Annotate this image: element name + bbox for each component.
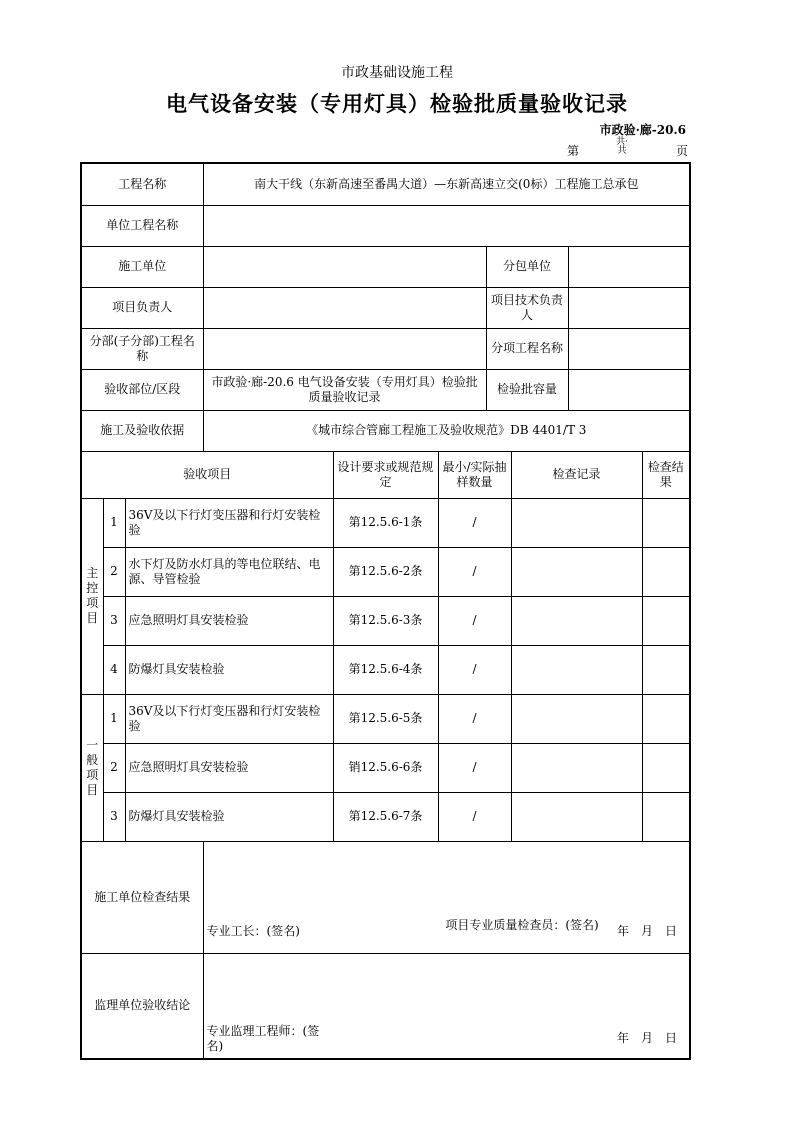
project-name-value: 南大干线（东新高速至番禺大道）—东新高速立交(0标）工程施工总承包	[203, 163, 690, 205]
item-requirement: 第12.5.6-4条	[333, 645, 438, 694]
row-project-name	[81, 163, 690, 205]
sub-item-value	[568, 328, 690, 369]
inspector-signature: 项目专业质量检查员：(签名)	[445, 917, 599, 932]
item-sample: /	[438, 498, 511, 547]
item-result	[642, 645, 690, 694]
item-result	[642, 694, 690, 743]
col-sample-header: 最小/实际抽样数量	[438, 451, 511, 498]
form-code: 市政验·廊-20.6	[599, 123, 686, 137]
item-no: 4	[103, 645, 125, 694]
page-total-top: 共·	[616, 137, 628, 147]
item-no: 1	[103, 498, 125, 547]
row-managers	[81, 287, 690, 328]
subcontract-label: 分包单位	[486, 246, 568, 287]
item-name: 36V及以下行灯变压器和行灯安装检验	[125, 498, 333, 547]
item-name: 应急照明灯具安装检验	[125, 596, 333, 645]
col-item-header: 验收项目	[81, 451, 333, 498]
page-total-mark	[612, 138, 632, 156]
basis-value: 《城市综合管廊工程施工及验收规范》DB 4401/T 3	[203, 410, 690, 451]
item-result	[642, 596, 690, 645]
table-row	[81, 792, 690, 841]
table-row	[81, 645, 690, 694]
col-requirement-header: 设计要求或规范规定	[333, 451, 438, 498]
row-construction-check	[81, 841, 690, 953]
item-no: 2	[103, 743, 125, 792]
unit-project-value	[203, 205, 690, 246]
item-record	[511, 743, 642, 792]
row-division	[81, 328, 690, 369]
sub-division-value	[203, 328, 486, 369]
project-manager-label: 项目负责人	[81, 287, 203, 328]
section-label: 验收部位/区段	[81, 369, 203, 410]
project-manager-value	[203, 287, 486, 328]
subcontract-value	[568, 246, 690, 287]
item-result	[642, 792, 690, 841]
page-total-bottom: 共	[617, 146, 627, 156]
item-record	[511, 547, 642, 596]
item-no: 2	[103, 547, 125, 596]
item-requirement: 第12.5.6-7条	[333, 792, 438, 841]
item-sample: /	[438, 547, 511, 596]
item-requirement: 第12.5.6-1条	[333, 498, 438, 547]
table-row	[81, 547, 690, 596]
unit-project-label: 单位工程名称	[81, 205, 203, 246]
row-column-headers	[81, 451, 690, 498]
construction-date: 年 月 日	[617, 923, 678, 938]
item-requirement: 第12.5.6-2条	[333, 547, 438, 596]
item-name: 应急照明灯具安装检验	[125, 743, 333, 792]
item-requirement: 第12.5.6-3条	[333, 596, 438, 645]
construction-unit-label: 施工单位	[81, 246, 203, 287]
construction-check-area	[203, 841, 690, 953]
item-sample: /	[438, 792, 511, 841]
item-name: 36V及以下行灯变压器和行灯安装检验	[125, 694, 333, 743]
col-result-header: 检查结果	[642, 451, 690, 498]
item-record	[511, 596, 642, 645]
tech-manager-value	[568, 287, 690, 328]
construction-unit-value	[203, 246, 486, 287]
table-row	[81, 596, 690, 645]
item-result	[642, 498, 690, 547]
general-group-label: 一般项目	[81, 694, 103, 841]
item-no: 3	[103, 596, 125, 645]
item-sample: /	[438, 694, 511, 743]
form-title: 电气设备安装（专用灯具）检验批质量验收记录	[166, 92, 628, 116]
item-name: 防爆灯具安装检验	[125, 645, 333, 694]
row-unit-project	[81, 205, 690, 246]
table-row	[81, 694, 690, 743]
category-heading: 市政基础设施工程	[341, 65, 453, 81]
inspection-form	[80, 162, 691, 1060]
item-sample: /	[438, 645, 511, 694]
table-row	[81, 743, 690, 792]
item-result	[642, 547, 690, 596]
supervision-check-area	[203, 953, 690, 1059]
project-name-label: 工程名称	[81, 163, 203, 205]
tech-manager-label: 项目技术负责人	[486, 287, 568, 328]
item-no: 1	[103, 694, 125, 743]
engineer-signature: 专业监理工程师：(签名)	[206, 1023, 320, 1053]
item-requirement: 第12.5.6-5条	[333, 694, 438, 743]
supervision-check-label: 监理单位验收结论	[81, 953, 203, 1059]
sub-division-label: 分部(子分部)工程名称	[81, 328, 203, 369]
row-construction-unit	[81, 246, 690, 287]
basis-label: 施工及验收依据	[81, 410, 203, 451]
section-value: 市政验·廊-20.6 电气设备安装（专用灯具）检验批质量验收记录	[203, 369, 486, 410]
row-supervision-check	[81, 953, 690, 1059]
item-record	[511, 694, 642, 743]
item-result	[642, 743, 690, 792]
construction-check-label: 施工单位检查结果	[81, 841, 203, 953]
item-record	[511, 645, 642, 694]
row-basis	[81, 410, 690, 451]
item-no: 3	[103, 792, 125, 841]
item-record	[511, 498, 642, 547]
item-requirement: 销12.5.6-6条	[333, 743, 438, 792]
page-suffix: 页	[676, 144, 689, 158]
sub-item-label: 分项工程名称	[486, 328, 568, 369]
row-section	[81, 369, 690, 410]
main-group-label: 主控项目	[81, 498, 103, 694]
item-sample: /	[438, 596, 511, 645]
foreman-signature: 专业工长：(签名)	[206, 923, 300, 938]
table-row	[81, 498, 690, 547]
item-record	[511, 792, 642, 841]
page-prefix: 第	[567, 144, 580, 158]
batch-capacity-value	[568, 369, 690, 410]
item-name: 防爆灯具安装检验	[125, 792, 333, 841]
col-record-header: 检查记录	[511, 451, 642, 498]
batch-capacity-label: 检验批容量	[486, 369, 568, 410]
item-name: 水下灯及防水灯具的等电位联结、电源、导管检验	[125, 547, 333, 596]
supervision-date: 年 月 日	[617, 1030, 678, 1045]
item-sample: /	[438, 743, 511, 792]
